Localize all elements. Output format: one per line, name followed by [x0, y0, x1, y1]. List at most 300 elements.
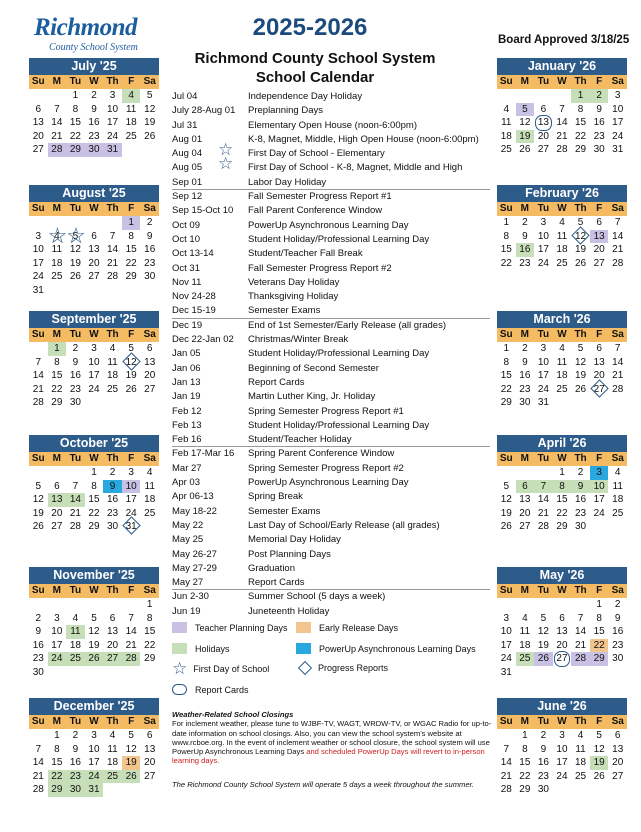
- day-cell: 17: [500, 639, 512, 651]
- day-cell: 7: [534, 480, 553, 494]
- month-title: February '26: [497, 185, 627, 202]
- event-date: Apr 06-13: [172, 491, 214, 503]
- weekday-header: [497, 715, 627, 729]
- weekday-label: Tu: [537, 203, 550, 214]
- day-cell: 11: [107, 743, 118, 755]
- day-cell: 29: [556, 521, 568, 532]
- event-date: Oct 09: [172, 219, 200, 231]
- event-date: Dec 19: [172, 319, 203, 331]
- event-text: Juneteenth Holiday: [248, 605, 330, 617]
- weekday-label: F: [596, 716, 603, 727]
- day-cell: 17: [556, 757, 568, 768]
- day-cell: 6: [540, 103, 547, 115]
- legend-teacher-planning: [172, 622, 288, 633]
- month-dec: [29, 698, 159, 797]
- day-cell: 15: [88, 494, 100, 505]
- day-cell: 17: [88, 370, 100, 381]
- day-cell: 6: [109, 612, 116, 624]
- day-cell: 25: [556, 257, 568, 269]
- event-date: May 22: [172, 519, 204, 531]
- month-title: June '26: [497, 698, 627, 715]
- day-cell: 26: [32, 521, 44, 532]
- event-date: Apr 03: [172, 477, 200, 489]
- event-row: [172, 376, 490, 390]
- day-cell: 10: [500, 626, 512, 637]
- day-cell: 31: [103, 143, 122, 157]
- day-cell: 28: [32, 784, 44, 795]
- weekday-label: Su: [31, 329, 45, 340]
- event-text: Spring Semester Progress Report #1: [248, 405, 404, 417]
- day-cell: 3: [590, 466, 609, 480]
- day-cell: 9: [571, 480, 590, 494]
- day-cell: 22: [500, 383, 512, 395]
- day-cell: 19: [122, 756, 141, 770]
- day-cell: 12: [537, 626, 549, 637]
- day-cell: 27: [144, 770, 156, 782]
- weekday-label: Sa: [611, 203, 624, 214]
- day-cell: 14: [32, 757, 44, 768]
- day-cell: 27: [593, 257, 605, 269]
- weekday-label: M: [52, 453, 62, 464]
- day-cell: 7: [614, 343, 621, 354]
- day-cell: 4: [522, 612, 528, 624]
- day-cell: 25: [103, 770, 122, 784]
- event-text: Semester Exams: [248, 505, 321, 517]
- weekday-label: Su: [31, 453, 45, 464]
- day-cell: 22: [519, 770, 531, 782]
- day-cell: 9: [522, 356, 528, 368]
- day-cell: 11: [501, 117, 512, 128]
- day-cell: 28: [612, 257, 624, 269]
- day-cell: 31: [122, 520, 141, 534]
- weekday-label: Su: [499, 585, 513, 596]
- weekday-label: Su: [499, 329, 513, 340]
- weekday-label: Sa: [611, 76, 624, 87]
- day-cell: 5: [577, 343, 584, 354]
- day-cell: 30: [519, 397, 531, 408]
- empty-cell: [516, 466, 535, 480]
- day-cell: 4: [109, 730, 116, 741]
- weekday-label: Th: [574, 329, 587, 340]
- event-row: [172, 347, 490, 361]
- day-cell: 3: [35, 230, 42, 242]
- day-cell: 13: [593, 356, 605, 368]
- empty-cell: [516, 89, 535, 103]
- day-cell: 21: [32, 770, 44, 782]
- day-cell: 10: [51, 626, 63, 637]
- day-cell: 15: [500, 370, 512, 381]
- day-cell: 27: [32, 144, 44, 155]
- empty-cell: [85, 598, 104, 612]
- day-cell: 16: [519, 370, 531, 381]
- day-cell: 10: [88, 743, 100, 755]
- day-cell: 11: [144, 480, 155, 492]
- board-approved-note: Board Approved 3/18/25: [498, 34, 630, 46]
- day-cell: 27: [519, 521, 531, 532]
- day-cell: 31: [537, 397, 549, 408]
- legend-label: Report Cards: [195, 684, 249, 695]
- day-cell: 27: [103, 652, 122, 666]
- day-cell: 18: [51, 257, 63, 269]
- day-cell: 24: [107, 130, 119, 142]
- day-cell: 9: [72, 356, 79, 368]
- day-cell: 5: [128, 730, 134, 741]
- month-feb: [497, 185, 627, 270]
- event-text: Spring Semester Progress Report #2: [248, 462, 404, 474]
- empty-cell: [48, 466, 67, 480]
- day-cell: 1: [122, 216, 141, 230]
- day-cell: 16: [537, 757, 549, 768]
- day-cell: 8: [54, 356, 60, 368]
- day-cell: 7: [128, 612, 134, 624]
- day-cell: 9: [522, 230, 528, 242]
- empty-cell: [516, 598, 535, 612]
- day-cell: 4: [72, 612, 79, 624]
- empty-cell: [534, 466, 553, 480]
- weekday-label: F: [128, 453, 135, 464]
- day-cell: 4: [559, 217, 565, 228]
- day-cell: 18: [500, 130, 512, 142]
- legend-label: PowerUp Asynchronous Learning Days: [319, 643, 476, 654]
- day-cell: 9: [72, 743, 79, 755]
- day-cell: 28: [571, 652, 590, 666]
- day-cell: 28: [122, 652, 141, 666]
- day-cell: 16: [575, 494, 587, 505]
- day-cell: 17: [537, 370, 549, 381]
- day-cell: 30: [593, 144, 605, 155]
- day-cell: 3: [559, 730, 565, 741]
- weekday-label: M: [52, 203, 62, 214]
- day-cell: 24: [48, 652, 67, 666]
- day-cell: 25: [51, 271, 63, 282]
- day-cell: 11: [66, 625, 85, 639]
- day-cell: 26: [534, 652, 553, 666]
- day-cell: 22: [51, 383, 63, 395]
- month-nov: [29, 567, 159, 679]
- weekday-header: [29, 452, 159, 466]
- event-row: [172, 304, 490, 318]
- month-jun: [497, 698, 627, 797]
- legend-holidays: [172, 643, 230, 654]
- month-title: March '26: [497, 311, 627, 328]
- weekday-label: Su: [31, 585, 45, 596]
- event-date: Jan 13: [172, 376, 201, 388]
- legend-first-day: [172, 659, 270, 678]
- weekday-label: Sa: [143, 76, 156, 87]
- day-cell: 24: [537, 257, 549, 269]
- weekday-label: F: [128, 203, 135, 214]
- weather-text: For inclement weather, please tune to WJBF-TV, WAGT, WRDW-TV, or WGAC Radio for up-to-date information on school closings. Also, you can view the school system's website at www.rcboe.org. In the event of inclement weather or school closure, the school system will use PowerUp Asynchronous Learning Days: [172, 719, 492, 757]
- day-cell: 22: [590, 639, 609, 653]
- event-row: [172, 590, 490, 604]
- event-text: Beginning of Second Semester: [248, 362, 379, 374]
- day-grid: [29, 89, 159, 157]
- day-cell: 12: [593, 743, 605, 755]
- day-cell: 12: [122, 356, 141, 370]
- legend-label: Progress Reports: [318, 663, 389, 673]
- day-cell: 19: [32, 507, 44, 519]
- empty-cell: [29, 89, 48, 103]
- weekday-label: W: [89, 329, 99, 340]
- event-row: [172, 390, 490, 404]
- event-text: Spring Parent Conference Window: [248, 448, 395, 460]
- event-row: [172, 319, 490, 333]
- event-row: [172, 333, 490, 347]
- school-year-title: 2025-2026: [252, 14, 368, 41]
- weekday-label: W: [557, 76, 567, 87]
- weekday-label: Sa: [611, 585, 624, 596]
- event-text: Student/Teacher Holiday: [248, 434, 352, 446]
- day-cell: 24: [556, 770, 568, 782]
- weekday-label: F: [128, 76, 135, 87]
- event-text: Christmas/Winter Break: [248, 334, 349, 346]
- day-cell: 23: [144, 257, 156, 269]
- day-cell: 22: [144, 639, 156, 651]
- empty-cell: [29, 216, 48, 230]
- day-cell: 29: [51, 397, 63, 408]
- event-row: [172, 233, 490, 247]
- day-cell: 13: [144, 743, 156, 755]
- day-cell: 24: [500, 653, 512, 664]
- month-title: May '26: [497, 567, 627, 584]
- day-cell: 23: [107, 507, 119, 519]
- day-cell: 30: [32, 666, 44, 678]
- legend-label: Early Release Days: [319, 622, 399, 633]
- events-list: [172, 90, 490, 619]
- day-cell: 29: [125, 271, 137, 282]
- weekday-label: M: [52, 76, 62, 87]
- day-cell: 5: [128, 343, 134, 354]
- day-grid: [29, 598, 159, 679]
- weekday-label: Tu: [537, 453, 550, 464]
- day-cell: 3: [540, 217, 547, 228]
- day-cell: 2: [614, 599, 621, 610]
- event-text: Report Cards: [248, 376, 305, 388]
- day-cell: 18: [556, 370, 568, 381]
- day-cell: 24: [32, 271, 44, 282]
- day-cell: 7: [35, 743, 42, 755]
- event-row: [172, 161, 490, 175]
- day-cell: 17: [51, 639, 63, 651]
- day-cell: 10: [32, 244, 44, 255]
- month-title: January '26: [497, 58, 627, 75]
- event-text: Elementary Open House (noon-6:00pm): [248, 119, 417, 131]
- day-cell: 10: [107, 103, 119, 115]
- day-cell: 16: [107, 494, 119, 505]
- weekday-label: F: [596, 203, 603, 214]
- day-cell: 10: [612, 103, 624, 115]
- day-cell: 2: [146, 217, 153, 228]
- day-cell: 15: [51, 370, 63, 381]
- event-row: [172, 605, 490, 619]
- day-cell: 19: [125, 370, 137, 381]
- weekday-label: F: [596, 453, 603, 464]
- day-cell: 23: [537, 770, 549, 782]
- day-cell: 22: [500, 257, 512, 269]
- day-cell: 19: [575, 244, 587, 255]
- event-row: [172, 419, 490, 433]
- day-cell: 27: [612, 770, 624, 782]
- event-date: Jun 2-30: [172, 591, 209, 603]
- day-grid: [497, 466, 627, 534]
- day-cell: 6: [91, 230, 97, 242]
- day-cell: 8: [596, 612, 602, 624]
- event-row: [172, 262, 490, 276]
- weekday-label: Su: [499, 76, 513, 87]
- day-cell: 5: [577, 217, 584, 228]
- weekday-label: W: [89, 585, 99, 596]
- weekday-label: Tu: [69, 716, 82, 727]
- day-cell: 13: [590, 230, 609, 244]
- day-cell: 12: [519, 117, 531, 128]
- day-cell: 2: [72, 730, 79, 741]
- weekday-header: [29, 584, 159, 598]
- weekday-header: [497, 202, 627, 216]
- day-cell: 23: [32, 653, 44, 664]
- day-cell: 26: [122, 770, 141, 784]
- event-text: PowerUp Asynchronous Learning Day: [248, 219, 409, 231]
- event-text: Fall Semester Progress Report #2: [248, 262, 392, 274]
- empty-cell: [497, 89, 516, 103]
- event-text: End of 1st Semester/Early Release (all grades): [248, 319, 447, 331]
- event-date: May 27-29: [172, 562, 217, 574]
- weekday-label: Tu: [69, 329, 82, 340]
- empty-cell: [571, 598, 590, 612]
- event-date: Jan 19: [172, 391, 201, 403]
- day-grid: [497, 216, 627, 270]
- day-cell: 4: [503, 103, 510, 115]
- day-cell: 29: [590, 652, 609, 666]
- day-cell: 25: [66, 652, 85, 666]
- weekday-label: M: [52, 585, 62, 596]
- day-cell: 17: [593, 494, 605, 505]
- day-cell: 26: [500, 521, 512, 532]
- empty-cell: [66, 598, 85, 612]
- day-cell: 1: [91, 467, 97, 478]
- weekday-label: Su: [31, 76, 45, 87]
- day-cell: 19: [88, 639, 100, 651]
- day-cell: 3: [540, 343, 547, 354]
- day-cell: 14: [612, 230, 624, 242]
- month-title: August '25: [29, 185, 159, 202]
- day-cell: 21: [69, 507, 81, 519]
- day-cell: 5: [146, 90, 153, 101]
- day-cell: 10: [590, 480, 609, 494]
- day-cell: 9: [91, 103, 97, 115]
- event-date: Sep 01: [172, 176, 203, 188]
- day-cell: 13: [519, 494, 531, 505]
- day-cell: 27: [51, 521, 63, 532]
- weekday-header: [29, 202, 159, 216]
- day-cell: 14: [612, 356, 624, 368]
- day-cell: 12: [88, 626, 100, 637]
- weekday-label: Th: [106, 585, 119, 596]
- day-cell: 5: [91, 612, 97, 624]
- day-cell: 6: [146, 730, 153, 741]
- day-cell: 15: [125, 244, 137, 255]
- day-cell: 24: [537, 383, 549, 395]
- day-cell: 7: [72, 480, 79, 492]
- weekday-label: Th: [574, 716, 587, 727]
- empty-cell: [48, 89, 67, 103]
- day-cell: 18: [107, 757, 119, 768]
- month-title: November '25: [29, 567, 159, 584]
- weekday-label: Tu: [537, 716, 550, 727]
- event-date: May 27: [172, 577, 204, 589]
- event-date: Nov 24-28: [172, 291, 216, 303]
- day-cell: 15: [500, 244, 512, 255]
- day-cell: 1: [503, 217, 510, 228]
- weekday-label: W: [557, 203, 567, 214]
- day-cell: 20: [593, 244, 605, 255]
- day-cell: 3: [54, 612, 60, 624]
- day-cell: 1: [146, 599, 153, 610]
- month-title: April '26: [497, 435, 627, 452]
- day-cell: 31: [500, 666, 512, 678]
- day-cell: 16: [144, 244, 156, 255]
- weekday-label: Sa: [143, 329, 156, 340]
- day-cell: 20: [612, 757, 624, 768]
- event-row: [172, 362, 490, 376]
- day-cell: 20: [88, 257, 100, 269]
- event-date: Dec 15-19: [172, 305, 216, 317]
- day-cell: 13: [88, 244, 100, 255]
- event-row: [172, 519, 490, 533]
- day-cell: 10: [88, 356, 100, 368]
- month-aug: [29, 185, 159, 297]
- day-cell: 22: [575, 130, 587, 142]
- logo-wordmark: Richmond: [34, 14, 137, 41]
- weather-body: [172, 719, 492, 765]
- event-date: Sep 15-Oct 10: [172, 205, 234, 217]
- day-cell: 26: [575, 383, 587, 395]
- day-cell: 27: [144, 383, 156, 395]
- day-cell: 21: [612, 370, 624, 381]
- event-row: [172, 176, 490, 190]
- weekday-header: [29, 715, 159, 729]
- event-date: Oct 31: [172, 262, 200, 274]
- weekday-label: Tu: [69, 585, 82, 596]
- day-cell: 21: [125, 639, 137, 651]
- day-cell: 22: [125, 257, 137, 269]
- event-row: [172, 447, 490, 461]
- day-cell: 16: [69, 370, 81, 381]
- day-cell: 22: [69, 130, 81, 142]
- day-cell: 27: [537, 144, 549, 155]
- weekday-header: [29, 75, 159, 89]
- event-text: Thanksgiving Holiday: [248, 291, 339, 303]
- day-cell: 3: [91, 730, 97, 741]
- day-cell: 20: [519, 507, 531, 519]
- day-cell: 5: [596, 730, 602, 741]
- day-cell: 26: [125, 383, 137, 395]
- empty-cell: [553, 89, 572, 103]
- day-cell: 5: [516, 103, 535, 117]
- day-cell: 7: [614, 217, 621, 228]
- day-cell: 9: [596, 103, 602, 115]
- weather-notice: [172, 710, 492, 789]
- legend-swatch: [296, 622, 311, 633]
- day-cell: 3: [109, 90, 116, 101]
- weather-title: Weather-Related School Closings: [172, 710, 294, 719]
- weekday-label: Th: [574, 585, 587, 596]
- month-oct: [29, 435, 159, 534]
- day-cell: 19: [590, 756, 609, 770]
- day-cell: 15: [519, 757, 531, 768]
- day-cell: 3: [91, 343, 97, 354]
- legend-early-release: [296, 622, 398, 633]
- day-cell: 14: [556, 117, 568, 128]
